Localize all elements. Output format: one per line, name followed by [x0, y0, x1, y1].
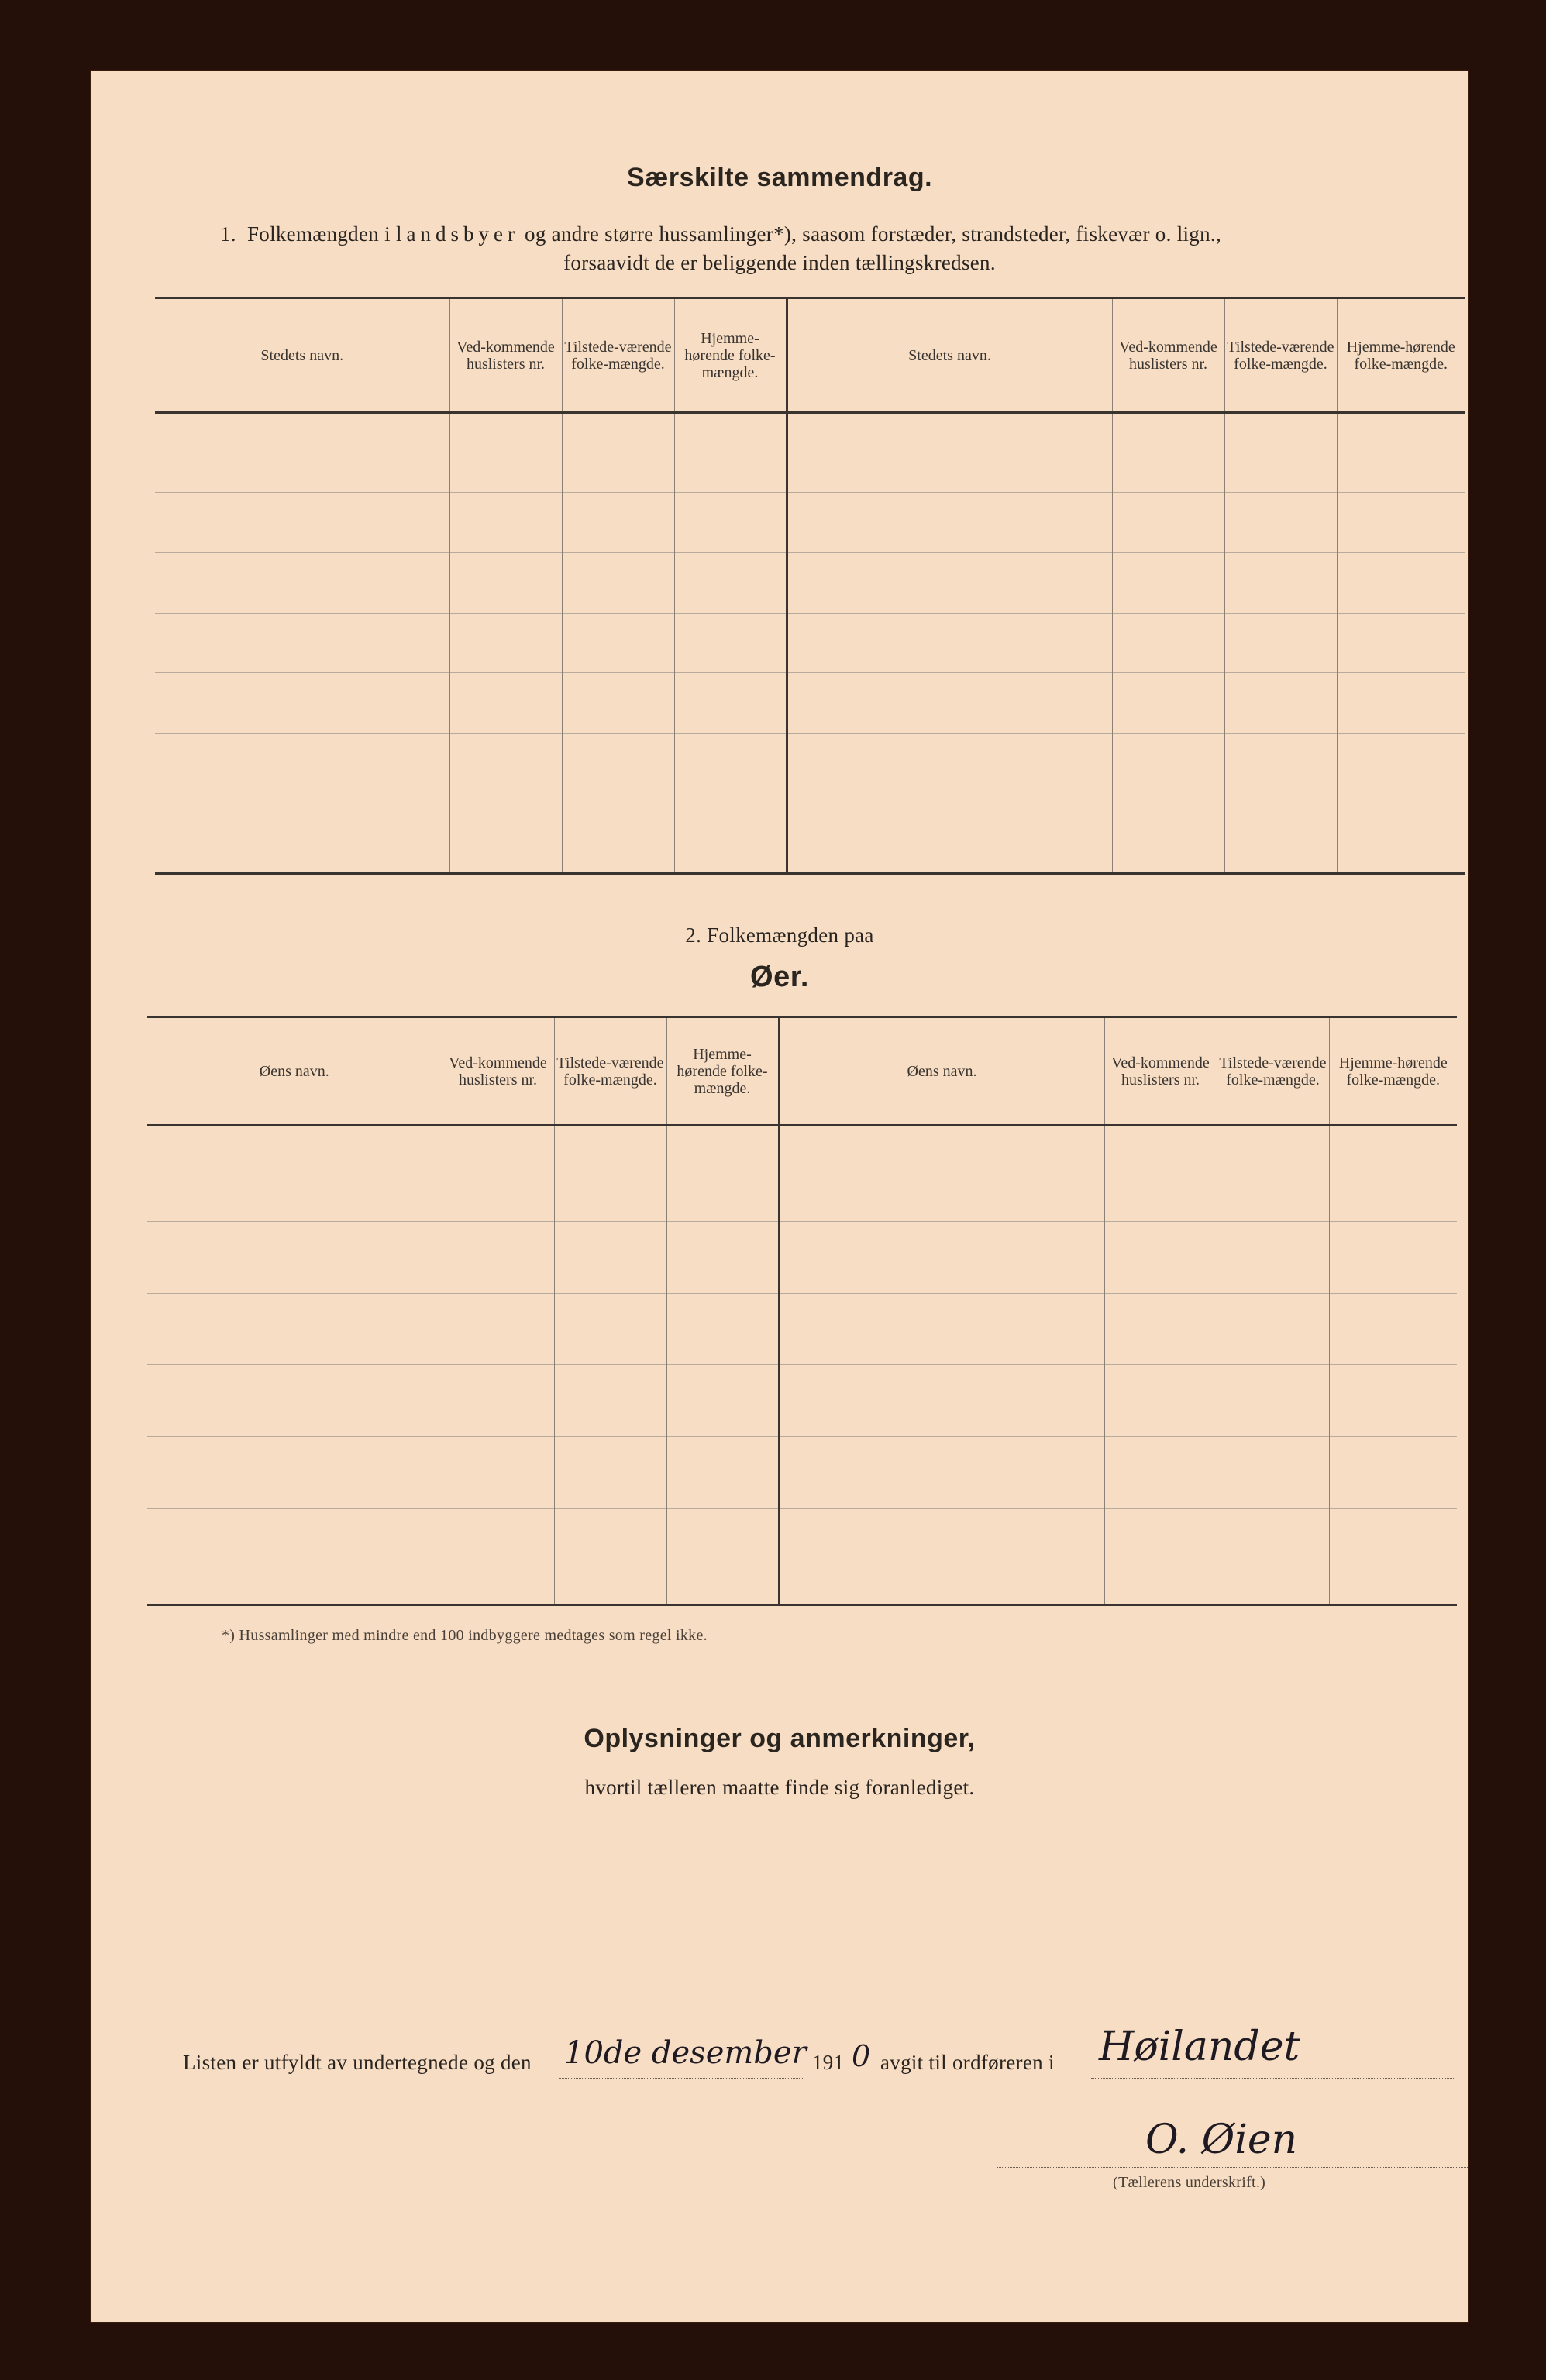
table-cell	[449, 793, 562, 874]
table-cell	[442, 1293, 554, 1365]
year-handwritten: 0	[852, 2039, 871, 2073]
section1-intro-spaced: landsbyer	[395, 222, 519, 246]
table-cell	[562, 493, 674, 553]
table-cell	[674, 613, 787, 673]
table-cell	[1217, 1509, 1329, 1605]
table-row	[155, 493, 1465, 553]
table-cell	[155, 793, 449, 874]
table-cell	[787, 613, 1112, 673]
table-cell	[449, 673, 562, 734]
table-cell	[442, 1365, 554, 1437]
table-cell	[147, 1437, 442, 1509]
table-cell	[666, 1437, 779, 1509]
table-cell	[155, 413, 449, 493]
table-cell	[147, 1365, 442, 1437]
header-hjemmehorende-2: Hjemme-hørende folke-mængde.	[1337, 298, 1465, 413]
table-cell	[442, 1509, 554, 1605]
table-cell	[1104, 1437, 1217, 1509]
table-cell	[779, 1509, 1104, 1605]
table-cell	[449, 613, 562, 673]
header-hjemmehorende: Hjemme-hørende folke-mængde.	[674, 298, 787, 413]
table-cell	[155, 613, 449, 673]
table-cell	[155, 493, 449, 553]
table-cell	[562, 553, 674, 614]
table-cell	[1112, 733, 1224, 793]
table-cell	[1329, 1126, 1457, 1222]
table-cell	[155, 733, 449, 793]
table-cell	[666, 1126, 779, 1222]
date-handwritten: 10de desember	[564, 2035, 807, 2071]
signature-text-a: Listen er utfyldt av undertegnede og den	[183, 2051, 532, 2074]
table-cell	[787, 673, 1112, 734]
table-row	[155, 413, 1465, 493]
table-row	[155, 793, 1465, 874]
footnote: *) Hussamlinger med mindre end 100 indbyggere medtages som regel ikke.	[222, 1627, 708, 1644]
landsbyer-table	[155, 297, 1465, 875]
table-cell	[562, 793, 674, 874]
section1-number: 1.	[220, 222, 236, 246]
table-cell	[1104, 1126, 1217, 1222]
table-cell	[1337, 493, 1465, 553]
table-cell	[1217, 1126, 1329, 1222]
table-cell	[674, 493, 787, 553]
table-cell	[674, 413, 787, 493]
header-tilstedevaerende: Tilstede-værende folke-mængde.	[562, 298, 674, 413]
table-cell	[779, 1126, 1104, 1222]
table-cell	[147, 1221, 442, 1293]
section2-heading-line: 2. Folkemængden paa	[685, 923, 874, 947]
table-cell	[1329, 1365, 1457, 1437]
table-cell	[1224, 793, 1337, 874]
table-cell	[779, 1437, 1104, 1509]
table-cell	[1329, 1293, 1457, 1365]
table-cell	[1337, 613, 1465, 673]
table-cell	[442, 1126, 554, 1222]
table-cell	[554, 1365, 666, 1437]
year-printed: 191	[812, 2051, 845, 2074]
table-cell	[449, 553, 562, 614]
oer-table	[147, 1016, 1457, 1606]
header-oens-navn: Øens navn.	[147, 1017, 442, 1126]
table-cell	[1112, 553, 1224, 614]
table-cell	[147, 1293, 442, 1365]
table-cell	[666, 1509, 779, 1605]
table-cell	[155, 673, 449, 734]
table-cell	[1217, 1293, 1329, 1365]
table-row	[147, 1293, 1457, 1365]
header-hjemmehorende: Hjemme-hørende folke-mængde.	[666, 1017, 779, 1126]
header-oens-navn-2: Øens navn.	[779, 1017, 1104, 1126]
table-cell	[1112, 793, 1224, 874]
table-cell	[1224, 493, 1337, 553]
table-cell	[449, 493, 562, 553]
section1-intro-a: Folkemængden i	[246, 222, 391, 246]
header-tilstedevaerende-2: Tilstede-værende folke-mængde.	[1217, 1017, 1329, 1126]
table-cell	[562, 613, 674, 673]
table-cell	[1224, 613, 1337, 673]
signer-handwritten: O. Øien	[1145, 2117, 1298, 2163]
table-row	[147, 1437, 1457, 1509]
table-cell	[674, 673, 787, 734]
table-cell	[666, 1221, 779, 1293]
section1-intro-b: og andre større hussamlinger*), saasom forstæder, strandsteder, fiskevær o. lign.,	[525, 222, 1222, 246]
header-stedets-navn: Stedets navn.	[155, 298, 449, 413]
table-cell	[674, 793, 787, 874]
table-cell	[554, 1293, 666, 1365]
table-cell	[787, 553, 1112, 614]
table-cell	[562, 413, 674, 493]
signature-line	[997, 2167, 1469, 2168]
table-cell	[1329, 1221, 1457, 1293]
table-cell	[787, 793, 1112, 874]
signer-caption: (Tællerens underskrift.)	[1113, 2174, 1266, 2191]
table-cell	[1337, 673, 1465, 734]
table-row	[155, 553, 1465, 614]
page-title: Særskilte sammendrag.	[626, 163, 933, 192]
date-line	[559, 2078, 803, 2079]
table-cell	[1104, 1365, 1217, 1437]
table-row	[147, 1221, 1457, 1293]
table-cell	[779, 1221, 1104, 1293]
table-cell	[554, 1437, 666, 1509]
remarks-subtitle: hvortil tælleren maatte finde sig foranlediget.	[584, 1776, 975, 1799]
remarks-title: Oplysninger og anmerkninger,	[584, 1724, 976, 1753]
table-cell	[1224, 553, 1337, 614]
table-cell	[562, 733, 674, 793]
section1-intro-line1	[220, 222, 1221, 246]
table-cell	[442, 1221, 554, 1293]
header-stedets-navn-2: Stedets navn.	[787, 298, 1112, 413]
table-cell	[674, 733, 787, 793]
table-cell	[1224, 413, 1337, 493]
table-cell	[1224, 733, 1337, 793]
table-cell	[1217, 1221, 1329, 1293]
table-cell	[1112, 673, 1224, 734]
table-cell	[554, 1221, 666, 1293]
header-huslisters-nr: Ved-kommende huslisters nr.	[449, 298, 562, 413]
oer-table-body	[147, 1126, 1457, 1605]
table-cell	[1337, 413, 1465, 493]
header-hjemmehorende-2: Hjemme-hørende folke-mængde.	[1329, 1017, 1457, 1126]
table-cell	[1329, 1509, 1457, 1605]
table-row	[155, 673, 1465, 734]
table-cell	[449, 413, 562, 493]
table-cell	[787, 733, 1112, 793]
table-cell	[779, 1293, 1104, 1365]
header-huslisters-nr-2: Ved-kommende huslisters nr.	[1112, 298, 1224, 413]
table-row	[147, 1509, 1457, 1605]
table-cell	[1337, 733, 1465, 793]
table-cell	[554, 1126, 666, 1222]
table-cell	[1112, 413, 1224, 493]
census-form-page	[91, 71, 1468, 2322]
table-cell	[666, 1365, 779, 1437]
landsbyer-table-body	[155, 413, 1465, 874]
table-row	[147, 1126, 1457, 1222]
table-cell	[1217, 1437, 1329, 1509]
table-cell	[155, 553, 449, 614]
table-row	[155, 733, 1465, 793]
table-cell	[1329, 1437, 1457, 1509]
table-cell	[787, 493, 1112, 553]
table-cell	[787, 413, 1112, 493]
section1-intro-line2: forsaavidt de er beliggende inden tællingskredsen.	[563, 251, 996, 274]
table-cell	[1217, 1365, 1329, 1437]
place-line	[1091, 2078, 1455, 2079]
table-cell	[147, 1509, 442, 1605]
header-tilstedevaerende-2: Tilstede-værende folke-mængde.	[1224, 298, 1337, 413]
table-cell	[147, 1126, 442, 1222]
table-cell	[674, 553, 787, 614]
table-cell	[1104, 1221, 1217, 1293]
table-cell	[1112, 613, 1224, 673]
header-tilstedevaerende: Tilstede-værende folke-mængde.	[554, 1017, 666, 1126]
table-cell	[1104, 1293, 1217, 1365]
table-cell	[779, 1365, 1104, 1437]
table-cell	[666, 1293, 779, 1365]
table-cell	[1224, 673, 1337, 734]
table-cell	[449, 733, 562, 793]
table-cell	[554, 1509, 666, 1605]
signature-text-b: avgit til ordføreren i	[880, 2051, 1055, 2074]
table-cell	[1104, 1509, 1217, 1605]
header-huslisters-nr: Ved-kommende huslisters nr.	[442, 1017, 554, 1126]
table-cell	[1337, 553, 1465, 614]
section2-title: Øer.	[750, 961, 809, 993]
table-row	[155, 613, 1465, 673]
table-cell	[562, 673, 674, 734]
header-huslisters-nr-2: Ved-kommende huslisters nr.	[1104, 1017, 1217, 1126]
table-cell	[1337, 793, 1465, 874]
table-row	[147, 1365, 1457, 1437]
table-cell	[1112, 493, 1224, 553]
place-handwritten: Høilandet	[1099, 2024, 1300, 2070]
table-cell	[442, 1437, 554, 1509]
